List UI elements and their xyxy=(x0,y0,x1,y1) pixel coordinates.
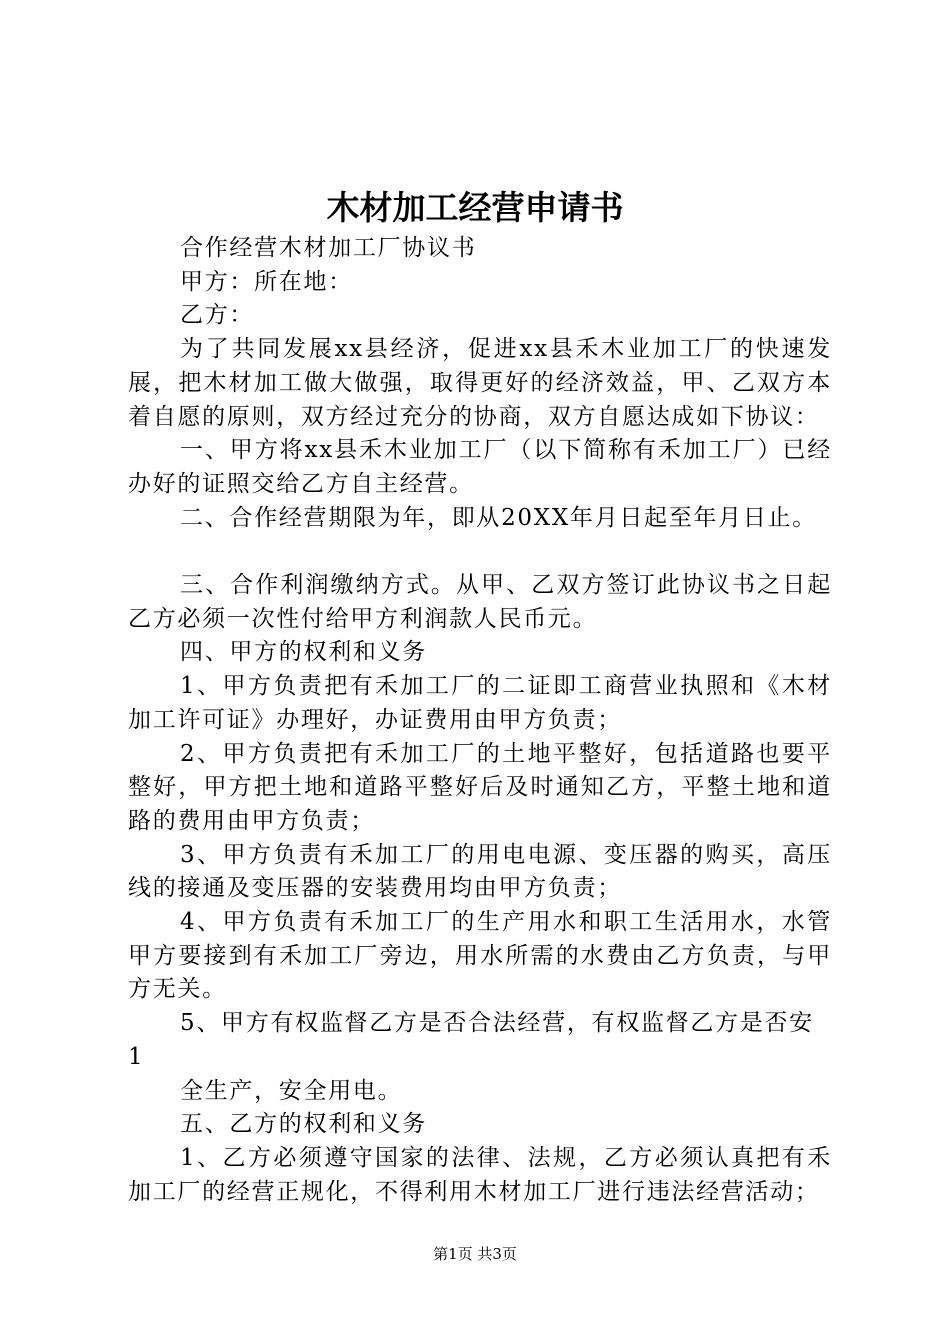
party-b-line: 乙方： xyxy=(180,302,255,329)
section-4-item-2: 2、甲方负责把有禾加工厂的土地平整好，包括道路也要平整好，甲方把土地和道路平整好后及时通知乙方，平整土地和道路的费用由甲方负责； xyxy=(128,740,832,834)
party-a-line: 甲方：所在地： xyxy=(180,268,353,295)
stray-page-number: 1 xyxy=(128,1043,145,1070)
section-4-heading: 四、甲方的权利和义务 xyxy=(180,639,427,666)
preamble-paragraph: 为了共同发展xx县经济，促进xx县禾木业加工厂的快速发展，把木材加工做大做强，取得更好的经济效益，甲、乙双方本着自愿的原则，双方经过充分的协商，双方自愿达成如下协议： xyxy=(128,336,832,430)
paragraph-gap xyxy=(128,535,832,569)
section-5-heading: 五、乙方的权利和义务 xyxy=(180,1111,427,1138)
clause-3: 三、合作利润缴纳方式。从甲、乙双方签订此协议书之日起乙方必须一次性付给甲方利润款人民币元。 xyxy=(128,572,832,632)
document-body xyxy=(128,232,832,1209)
section-4-item-4: 4、甲方负责有禾加工厂的生产用水和职工生活用水，水管甲方要接到有禾加工厂旁边，用水所需的水费由乙方负责，与甲方无关。 xyxy=(128,909,832,1003)
section-5-item-1: 1、乙方必须遵守国家的法律、法规，乙方必须认真把有禾加工厂的经营正规化，不得利用木材加工厂进行违法经营活动； xyxy=(128,1144,832,1205)
document-title: 木材加工经营申请书 xyxy=(326,188,624,227)
section-4-item-5-continued: 全生产，安全用电。 xyxy=(180,1077,403,1104)
section-4-item-5: 5、甲方有权监督乙方是否合法经营，有权监督乙方是否安 xyxy=(180,1010,814,1037)
page-footer: 第1页 共3页 xyxy=(433,1245,517,1263)
section-4-item-1: 1、甲方负责把有禾加工厂的二证即工商营业执照和《木材加工许可证》办理好，办证费用由甲方负责； xyxy=(128,673,832,733)
section-4-item-3: 3、甲方负责有禾加工厂的用电电源、变压器的购买，高压线的接通及变压器的安装费用均由甲方负责； xyxy=(128,841,832,902)
clause-2: 二、合作经营期限为年，即从20XX年月日起至年月日止。 xyxy=(180,504,817,531)
agreement-heading: 合作经营木材加工厂协议书 xyxy=(180,235,477,261)
clause-1: 一、甲方将xx县禾木业加工厂（以下简称有禾加工厂）已经办好的证照交给乙方自主经营。 xyxy=(128,437,832,497)
